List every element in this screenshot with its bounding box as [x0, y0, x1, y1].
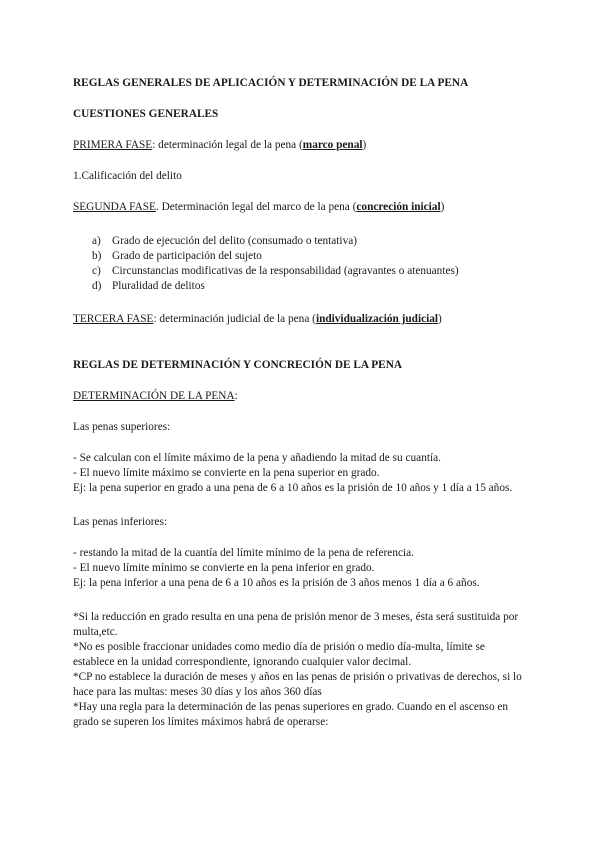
list-item-mark: c) [92, 265, 101, 277]
primera-fase-line [73, 138, 366, 153]
primera-fase-label: PRIMERA FASE [73, 139, 153, 151]
section-heading-reglas: REGLAS DE DETERMINACIÓN Y CONCRECIÓN DE LA PENA [73, 359, 403, 371]
note-line: *No es posible fraccionar unidades como medio día de prisión o medio día-multa, límite se [73, 641, 485, 653]
note-line: multa,etc. [73, 626, 118, 638]
determinacion-line [73, 389, 238, 404]
segunda-fase-end: ) [440, 201, 445, 213]
list-item-mark: b) [92, 250, 102, 262]
list-item-text: Grado de ejecución del delito (consumado o tentativa) [112, 235, 357, 247]
inferiores-line: - restando la mitad de la cuantía del límite mínimo de la pena de referencia. [73, 547, 414, 559]
tercera-fase-bold: individualización judicial [315, 313, 439, 325]
note-line: grado se superen los límites máximos habrá de operarse: [73, 716, 329, 728]
primera-fase-bold: marco penal [302, 139, 363, 151]
inferiores-line: Ej: la pena inferior a una pena de 6 a 10 años es la prisión de 3 años menos 1 día a 6 años. [73, 577, 480, 589]
superiores-heading: Las penas superiores: [73, 421, 171, 433]
tercera-fase-text: : determinación judicial de la pena ( [153, 313, 316, 325]
list-item-text: Grado de participación del sujeto [112, 250, 262, 262]
note-line: hace para las multas: meses 30 días y los años 360 días [73, 686, 322, 698]
segunda-fase-label: SEGUNDA FASE [73, 201, 156, 213]
segunda-fase-bold: concreción inicial [356, 201, 441, 213]
list-item [73, 264, 459, 279]
list-item [73, 234, 357, 249]
segunda-fase-text: . Determinación legal del marco de la pena ( [155, 201, 357, 213]
tercera-fase-end: ) [438, 313, 442, 325]
note-line: *Hay una regla para la determinación de las penas superiores en grado. Cuando en el ascenso en [73, 701, 509, 713]
calificacion-line: 1.Calificación del delito [73, 170, 182, 182]
list-item [73, 249, 262, 264]
determinacion-end: : [234, 390, 238, 402]
list-item-text: Pluralidad de delitos [112, 280, 205, 292]
section-heading-cuestiones: CUESTIONES GENERALES [73, 108, 219, 120]
list-item-mark: d) [92, 280, 102, 292]
tercera-fase-label: TERCERA FASE [73, 313, 154, 325]
list-item-text: Circunstancias modificativas de la responsabilidad (agravantes o atenuantes) [112, 265, 459, 277]
primera-fase-text: : determinación legal de la pena ( [152, 139, 303, 151]
superiores-line: - El nuevo límite máximo se convierte en la pena superior en grado. [73, 467, 380, 479]
document-title: REGLAS GENERALES DE APLICACIÓN Y DETERMINACIÓN DE LA PENA [73, 77, 469, 89]
tercera-fase-line [73, 312, 442, 327]
list-item-mark: a) [92, 235, 101, 247]
note-line: *Si la reducción en grado resulta en una pena de prisión menor de 3 meses, ésta será sustituida por [73, 611, 519, 623]
superiores-line: - Se calculan con el límite máximo de la pena y añadiendo la mitad de su cuantía. [73, 452, 441, 464]
inferiores-line: - El nuevo límite mínimo se convierte en la pena inferior en grado. [73, 562, 375, 574]
note-line: *CP no establece la duración de meses y años en las penas de prisión o privativas de derechos, si lo [73, 671, 522, 683]
inferiores-heading: Las penas inferiores: [73, 516, 168, 528]
determinacion-label: DETERMINACIÓN DE LA PENA [73, 390, 235, 402]
list-item [73, 279, 205, 294]
segunda-fase-line [73, 200, 444, 215]
note-line: establece en la unidad correspondiente, ignorando cualquier valor decimal. [73, 656, 412, 668]
superiores-line: Ej: la pena superior en grado a una pena de 6 a 10 años es la prisión de 10 años y 1 día a 15 años. [73, 482, 513, 494]
primera-fase-end: ) [362, 139, 367, 151]
